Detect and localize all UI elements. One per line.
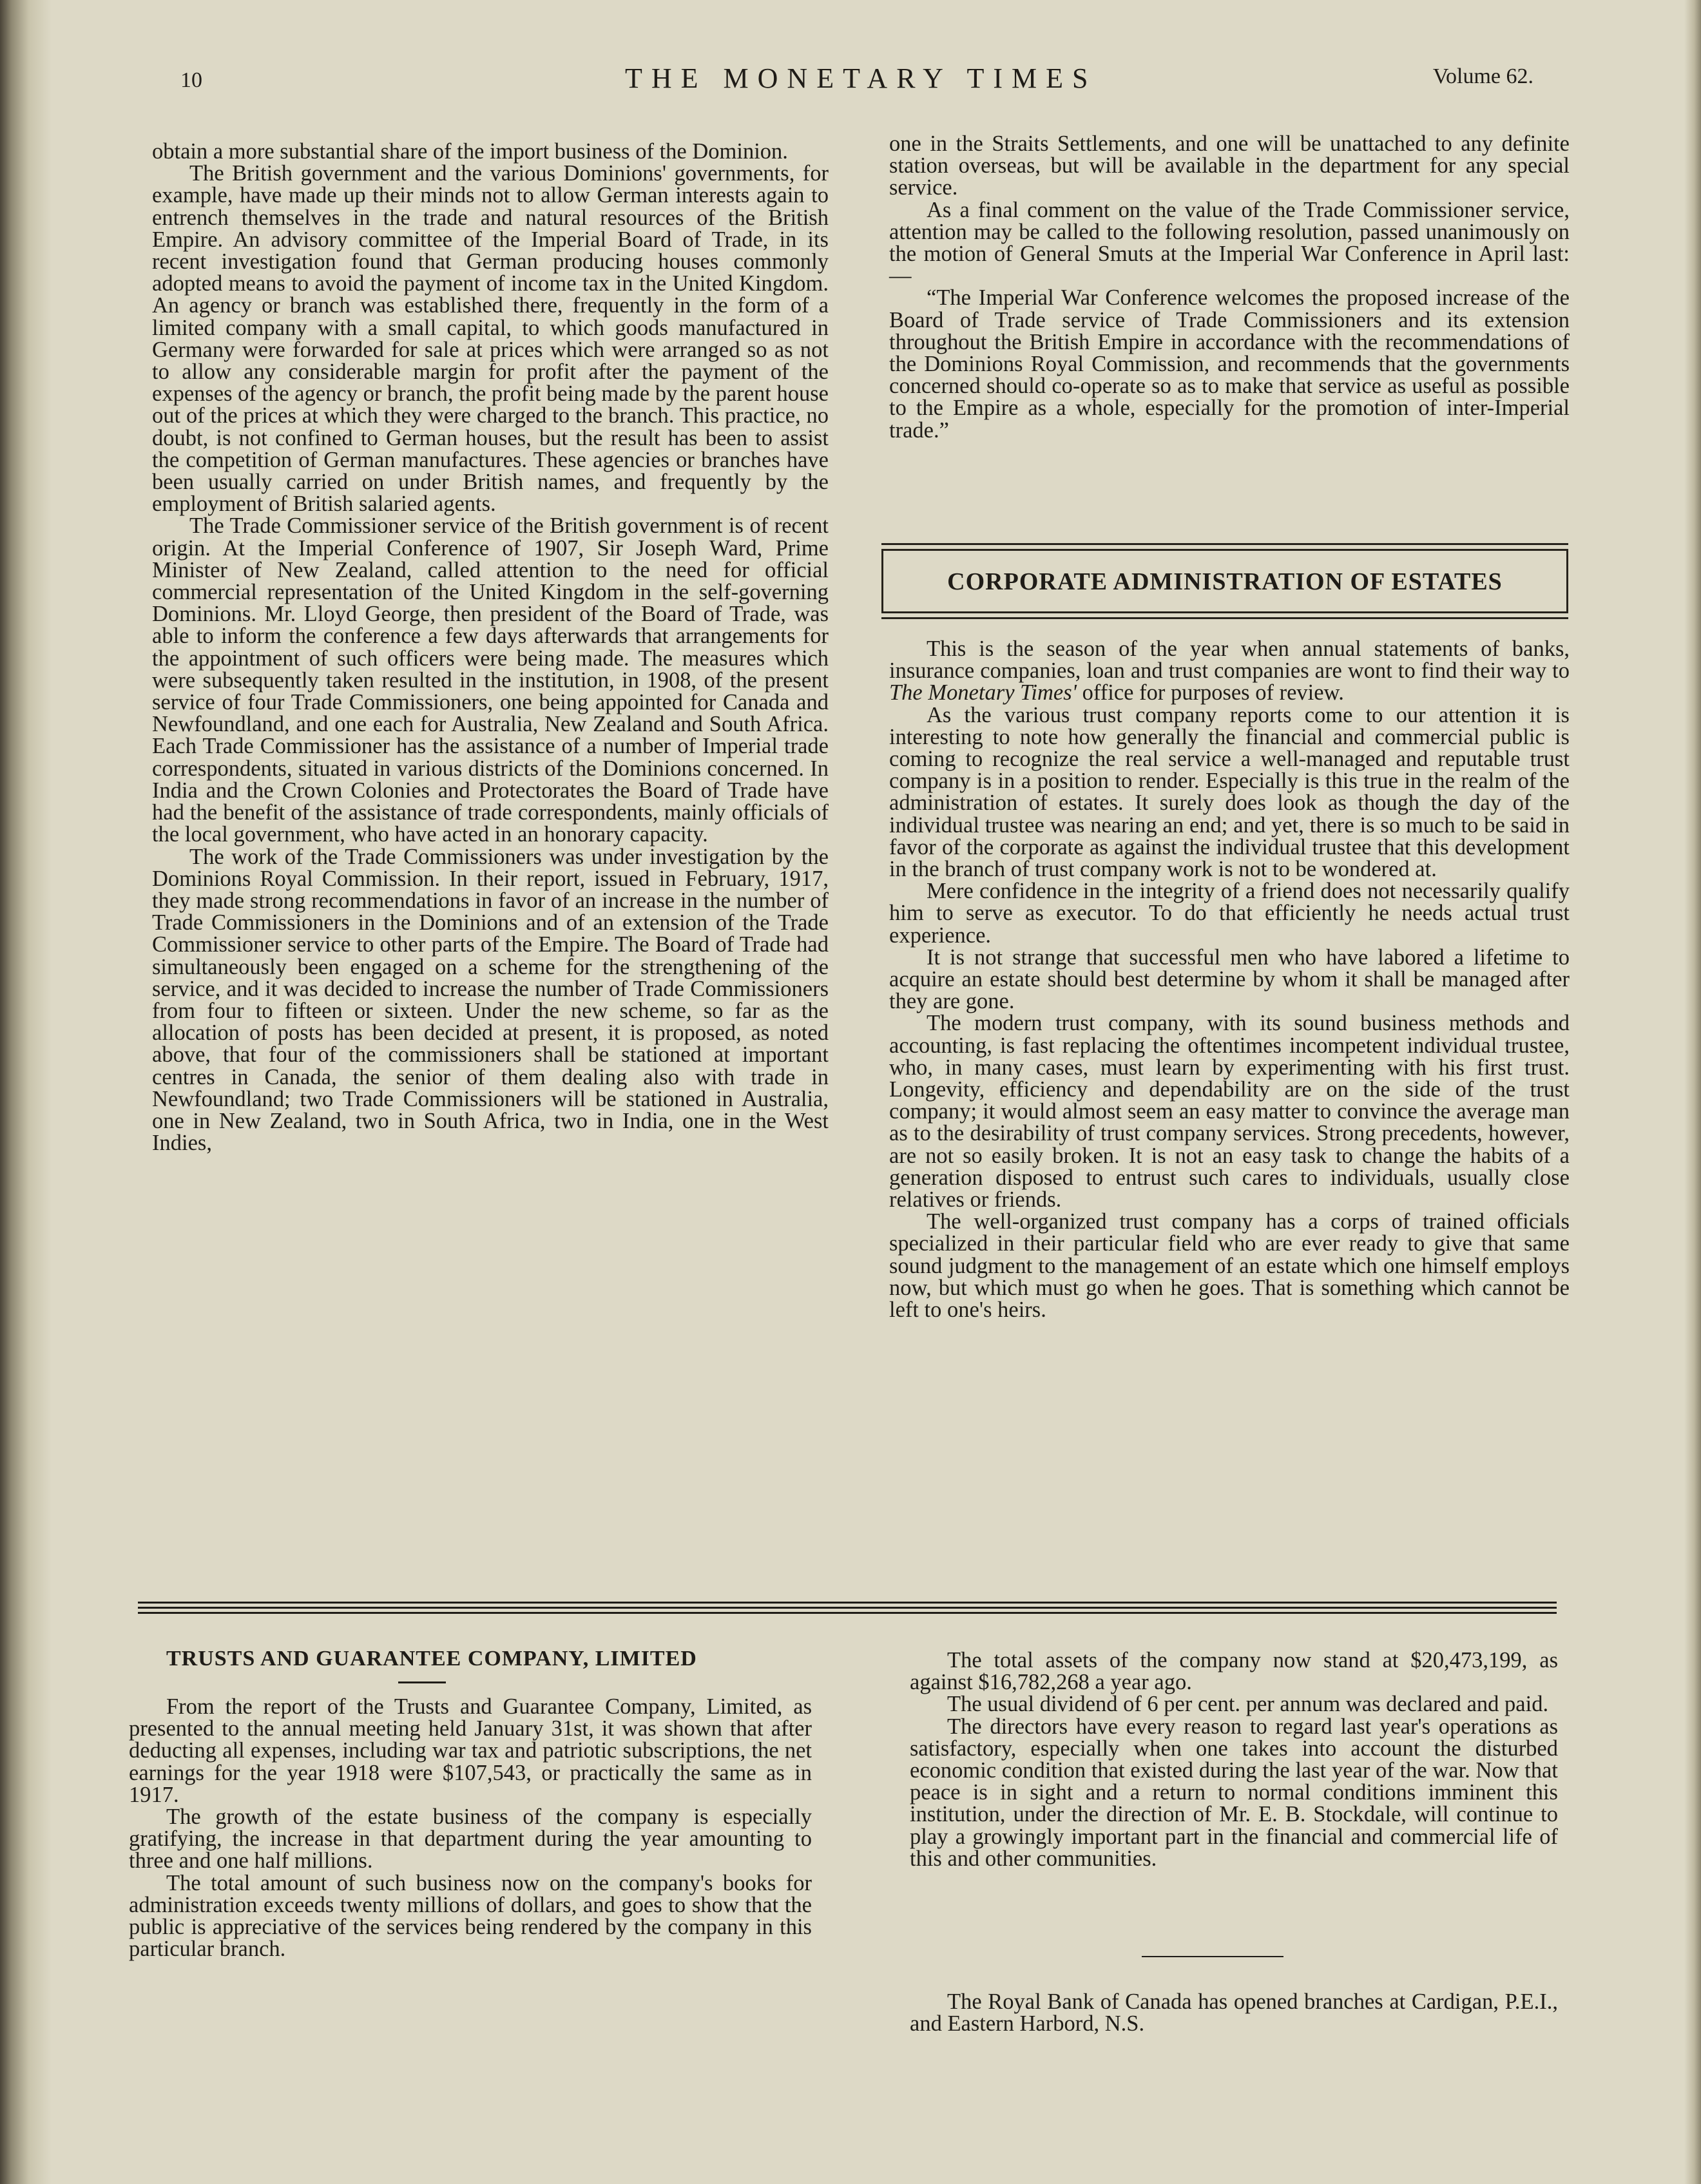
- estates-paragraph: The modern trust company, with its sound business methods and accounting, is fast replacing the oftentimes incompetent individual trustee, who, in many cases, must learn by experimenting with his first trust. Longevity, efficiency and dependability are on the side of the trust company; it would almost seem an easy matter to convince the average man as to the desirability of trust company services. Strong precedents, however, are not so easily broken. It is not an easy task to change the habits of a generation disposed to entrust such cares to individuals, usually close relatives or friends.: [889, 1011, 1570, 1212]
- news-item-column: [910, 1991, 1558, 2035]
- journal-name-italic: The Monetary Times': [889, 680, 1077, 705]
- guarantee-paragraph: From the report of the Trusts and Guarantee Company, Limited, as presented to the annual meeting held January 31st, it was shown that after deducting all expenses, including war tax and patriotic subscriptions, the net earnings for the year 1918 were $107,543, or practically the same as in 1917.: [129, 1694, 812, 1807]
- estates-heading: CORPORATE ADMINISTRATION OF ESTATES: [947, 568, 1503, 595]
- guarantee-paragraph: The growth of the estate business of the company is especially gratifying, the increase in that department during the year amounting to three and one half millions.: [129, 1805, 812, 1873]
- guarantee-paragraph: The total assets of the company now stand at $20,473,199, as against $16,782,268 a year ago.: [910, 1648, 1558, 1695]
- estates-text: office for purposes of review.: [1077, 680, 1344, 705]
- estates-article-column: [889, 638, 1570, 1321]
- estates-text: This is the season of the year when annual statements of banks, insurance companies, loan and trust companies are wont to find their way to: [889, 637, 1570, 684]
- section-divider-rule: [138, 1607, 1557, 1609]
- news-separator-rule: [1142, 1956, 1283, 1957]
- trade-resolution-quote: “The Imperial War Conference welcomes the proposed increase of the Board of Trade service of Trade Commissioners and its extension throughout the British Empire in accordance with the recommendations of the Dominions Royal Commission, and recommends that the governments concerned should co-operate so as to make that service as useful as possible to the Empire as a whole, especially for the promotion of inter-Imperial trade.”: [889, 285, 1570, 443]
- guarantee-paragraph: The directors have every reason to regard last year's operations as satisfactory, especially when one takes into account the disturbed economic condition that existed during the last year of the war. Now that peace is in sight and a return to normal conditions imminent this institution, under the direction of Mr. E. B. Stockdale, will continue to play a growingly important part in the financial and commercial life of this and other communities.: [910, 1714, 1558, 1871]
- trade-paragraph: The British government and the various Dominions' governments, for example, have made up their minds not to allow German interests again to entrench themselves in the trade and natural resources of the British Empire. An advisory committee of the Imperial Board of Trade, in its recent investigation found that German producing houses commonly adopted means to avoid the payment of income tax in the United Kingdom. An agency or branch was established there, frequently in the form of a limited company with a small capital, to which goods manufactured in Germany were forwarded for sale at prices which were arranged so as not to allow any considerable margin for profit after the payment of the expenses of the agency or branch, the profit being made by the parent house out of the prices at which they were charged to the branch. This practice, no doubt, is not confined to German houses, but the result has been to assist the competition of German manufactures. These agencies or branches have been usually carried on under British names, and frequently by the employment of British salaried agents.: [152, 161, 829, 517]
- estates-heading-box: [881, 549, 1568, 613]
- trade-paragraph: The work of the Trade Commissioners was under investigation by the Dominions Royal Commission. In their report, issued in February, 1917, they made strong recommendations in favor of an increase in the number of Trade Commissioners in the Dominions and of an extension of the Trade Commissioner service to other parts of the Empire. The Board of Trade had simultaneously been engaged on a scheme for the strengthening of the service, and it was decided to increase the number of Trade Commissioners from four to fifteen or sixteen. Under the new scheme, so far as the allocation of posts has been decided at present, it is proposed, as noted above, that four of the commissioners shall be stationed at important centres in Canada, the senior of them dealing also with trade in Newfoundland; two Trade Commissioners will be stationed in Australia, one in New Zealand, two in South Africa, two in India, one in the West Indies,: [152, 844, 829, 1156]
- estates-paragraph: It is not strange that successful men who have labored a lifetime to acquire an estate should best determine by whom it shall be managed after they are gone.: [889, 944, 1570, 1014]
- trade-paragraph: one in the Straits Settlements, and one will be unattached to any definite station overseas, but will be available in the department for any special service.: [889, 131, 1570, 200]
- guarantee-paragraph: The total amount of such business now on the company's books for administration exceeds twenty millions of dollars, and goes to show that the public is appreciative of the services being rendered by the company in this particular branch.: [129, 1870, 812, 1962]
- trade-paragraph: The Trade Commissioner service of the British government is of recent origin. At the Imperial Conference of 1907, Sir Joseph Ward, Prime Minister of New Zealand, called attention to the need for official commercial representation of the United Kingdom in the self-governing Dominions. Mr. Lloyd George, then president of the Board of Trade, was able to inform the conference a few days afterwards that arrangements for the appointment of such officers were being made. The measures which were subsequently taken resulted in the institution, in 1908, of the present service of four Trade Commissioners, one being appointed for Canada and Newfoundland, and one each for Australia, New Zealand and South Africa. Each Trade Commissioner has the assistance of a number of Imperial trade correspondents, situated in various districts of the Dominions concerned. In India and the Crown Colonies and Protectorates the Board of Trade have had the benefit of the assistance of trade correspondents, mainly officials of the local government, who have acted in an honorary capacity.: [152, 513, 829, 847]
- volume-label: Volume 62.: [1432, 64, 1533, 88]
- page-edge-shadow: [1684, 0, 1701, 2184]
- trade-paragraph: As a final comment on the value of the Trade Commissioner service, attention may be called to the following resolution, passed unanimously on the motion of General Smuts at the Imperial War Conference in April last:—: [889, 197, 1570, 289]
- section-divider-rule: [138, 1602, 1557, 1604]
- estates-paragraph: The well-organized trust company has a corps of trained officials specialized in their particular field who are ever ready to give that same sound judgment to the management of an estate which one himself employs now, but which must go when he goes. That is something which cannot be left to one's heirs.: [889, 1209, 1570, 1323]
- estates-paragraph: [889, 638, 1570, 704]
- royal-bank-news-item: The Royal Bank of Canada has opened branches at Cardigan, P.E.I., and Eastern Harbord, N.S.: [910, 1989, 1558, 2036]
- trade-paragraph: obtain a more substantial share of the import business of the Dominion.: [152, 139, 788, 164]
- trade-article-left-column: [152, 140, 829, 1154]
- section-divider-rule: [138, 1612, 1557, 1614]
- page-number: 10: [180, 68, 202, 92]
- book-binding-shadow: [0, 0, 52, 2184]
- page-header: [180, 62, 1533, 101]
- trade-article-right-column: [889, 133, 1570, 441]
- guarantee-article-left-column: [129, 1696, 812, 1960]
- heading-underline-rule: [398, 1681, 446, 1683]
- estates-paragraph: As the various trust company reports come to our attention it is interesting to note how generally the financial and commercial public is coming to recognize the real service a well-managed and reputable trust company is in a position to render. Especially is this true in the realm of the administration of estates. It surely does look as though the day of the individual trustee was nearing an end; and yet, there is so much to be said in favor of the corporate as against the individual trustee that this development in the branch of trust company work is not to be wondered at.: [889, 702, 1570, 882]
- estates-paragraph: Mere confidence in the integrity of a friend does not necessarily qualify him to serve as executor. To do that efficiently he needs actual trust experience.: [889, 879, 1570, 948]
- guarantee-heading: TRUSTS AND GUARANTEE COMPANY, LIMITED: [166, 1647, 697, 1671]
- guarantee-paragraph: The usual dividend of 6 per cent. per annum was declared and paid.: [947, 1692, 1549, 1717]
- journal-title: THE MONETARY TIMES: [625, 62, 1097, 94]
- guarantee-article-right-column: [910, 1649, 1558, 1870]
